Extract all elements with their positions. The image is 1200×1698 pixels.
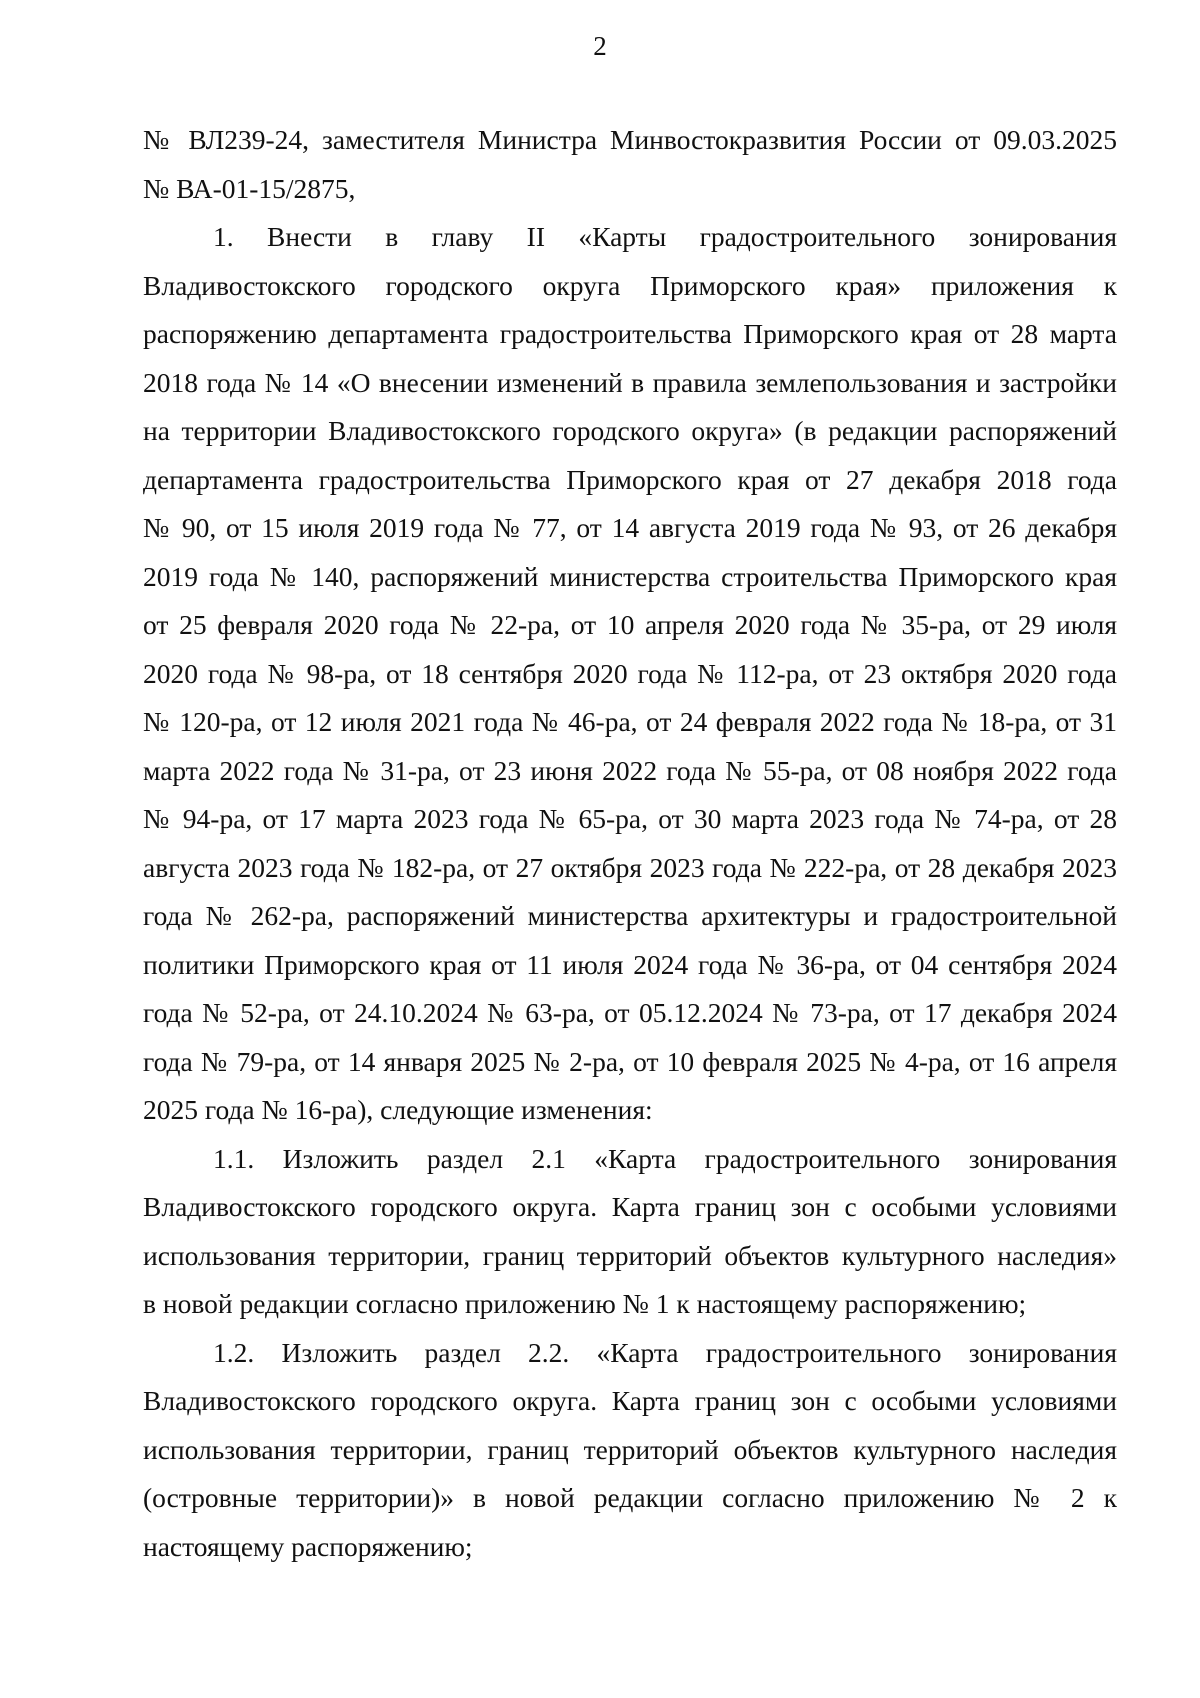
text-line: (островные территории)» в новой редакции согласно приложению № 2 к [143, 1482, 1117, 1513]
paragraph [143, 1135, 1117, 1329]
text-line: использования территории, границ территорий объектов культурного наследия [143, 1433, 1117, 1465]
paragraph [143, 1329, 1117, 1572]
text-line: № 120-ра, от 12 июля 2021 года № 46-ра, от 24 февраля 2022 года № 18-ра, от 31 [143, 706, 1117, 737]
text-line: от 25 февраля 2020 года № 22-ра, от 10 апреля 2020 года № 35-ра, от 29 июля [143, 609, 1117, 640]
text-line: № 94-ра, от 17 марта 2023 года № 65-ра, от 30 марта 2023 года № 74-ра, от 28 [143, 803, 1117, 834]
text-line: настоящему распоряжению; [143, 1530, 473, 1562]
text-line: августа 2023 года № 182-ра, от 27 октября 2023 года № 222-ра, от 28 декабря 2023 [143, 851, 1117, 883]
text-line: Владивостокского городского округа. Карта границ зон с особыми условиями [143, 1385, 1117, 1416]
text-line: Владивостокского городского округа. Карта границ зон с особыми условиями [143, 1191, 1117, 1222]
text-line: распоряжению департамента градостроительства Приморского края от 28 марта [143, 318, 1117, 349]
page-number: 2 [593, 31, 607, 61]
text-line: Владивостокского городского округа Приморского края» приложения к [143, 269, 1117, 301]
text-line: политики Приморского края от 11 июля 2024 года № 36-ра, от 04 сентября 2024 [143, 948, 1117, 980]
text-line: № 90, от 15 июля 2019 года № 77, от 14 августа 2019 года № 93, от 26 декабря [143, 512, 1117, 543]
text-line: использования территории, границ территорий объектов культурного наследия» [143, 1239, 1117, 1271]
text-line: 2018 года № 14 «О внесении изменений в правила землепользования и застройки [143, 366, 1117, 398]
text-line: на территории Владивостокского городского округа» (в редакции распоряжений [143, 415, 1117, 446]
text-line: года № 262-ра, распоряжений министерства архитектуры и градостроительной [143, 900, 1117, 931]
text-line: в новой редакции согласно приложению № 1 к настоящему распоряжению; [143, 1288, 1027, 1319]
text-line: 2019 года № 140, распоряжений министерства строительства Приморского края [143, 560, 1117, 592]
text-line: 1.2. Изложить раздел 2.2. «Карта градостроительного зонирования [213, 1336, 1117, 1368]
text-line: года № 79-ра, от 14 января 2025 № 2-ра, от 10 февраля 2025 № 4-ра, от 16 апреля [143, 1045, 1117, 1077]
text-line: 2025 года № 16-ра), следующие изменения: [143, 1094, 653, 1125]
paragraph [143, 116, 1117, 213]
text-line: № ВЛ239-24, заместителя Министра Минвостокразвития России от 09.03.2025 [143, 124, 1117, 155]
text-line: 2020 года № 98-ра, от 18 сентября 2020 года № 112-ра, от 23 октября 2020 года [143, 657, 1117, 689]
text-line: департамента градостроительства Приморского края от 27 декабря 2018 года [143, 463, 1117, 495]
paragraph [143, 213, 1117, 1135]
text-line: 1.1. Изложить раздел 2.1 «Карта градостроительного зонирования [213, 1142, 1117, 1174]
text-line: № ВА-01-15/2875, [143, 172, 356, 204]
text-line: марта 2022 года № 31-ра, от 23 июня 2022 года № 55-ра, от 08 ноября 2022 года [143, 754, 1117, 786]
text-line: года № 52-ра, от 24.10.2024 № 63-ра, от 05.12.2024 № 73-ра, от 17 декабря 2024 [143, 997, 1117, 1028]
document-body [143, 116, 1117, 1571]
text-line: 1. Внести в главу II «Карты градостроительного зонирования [213, 221, 1117, 252]
